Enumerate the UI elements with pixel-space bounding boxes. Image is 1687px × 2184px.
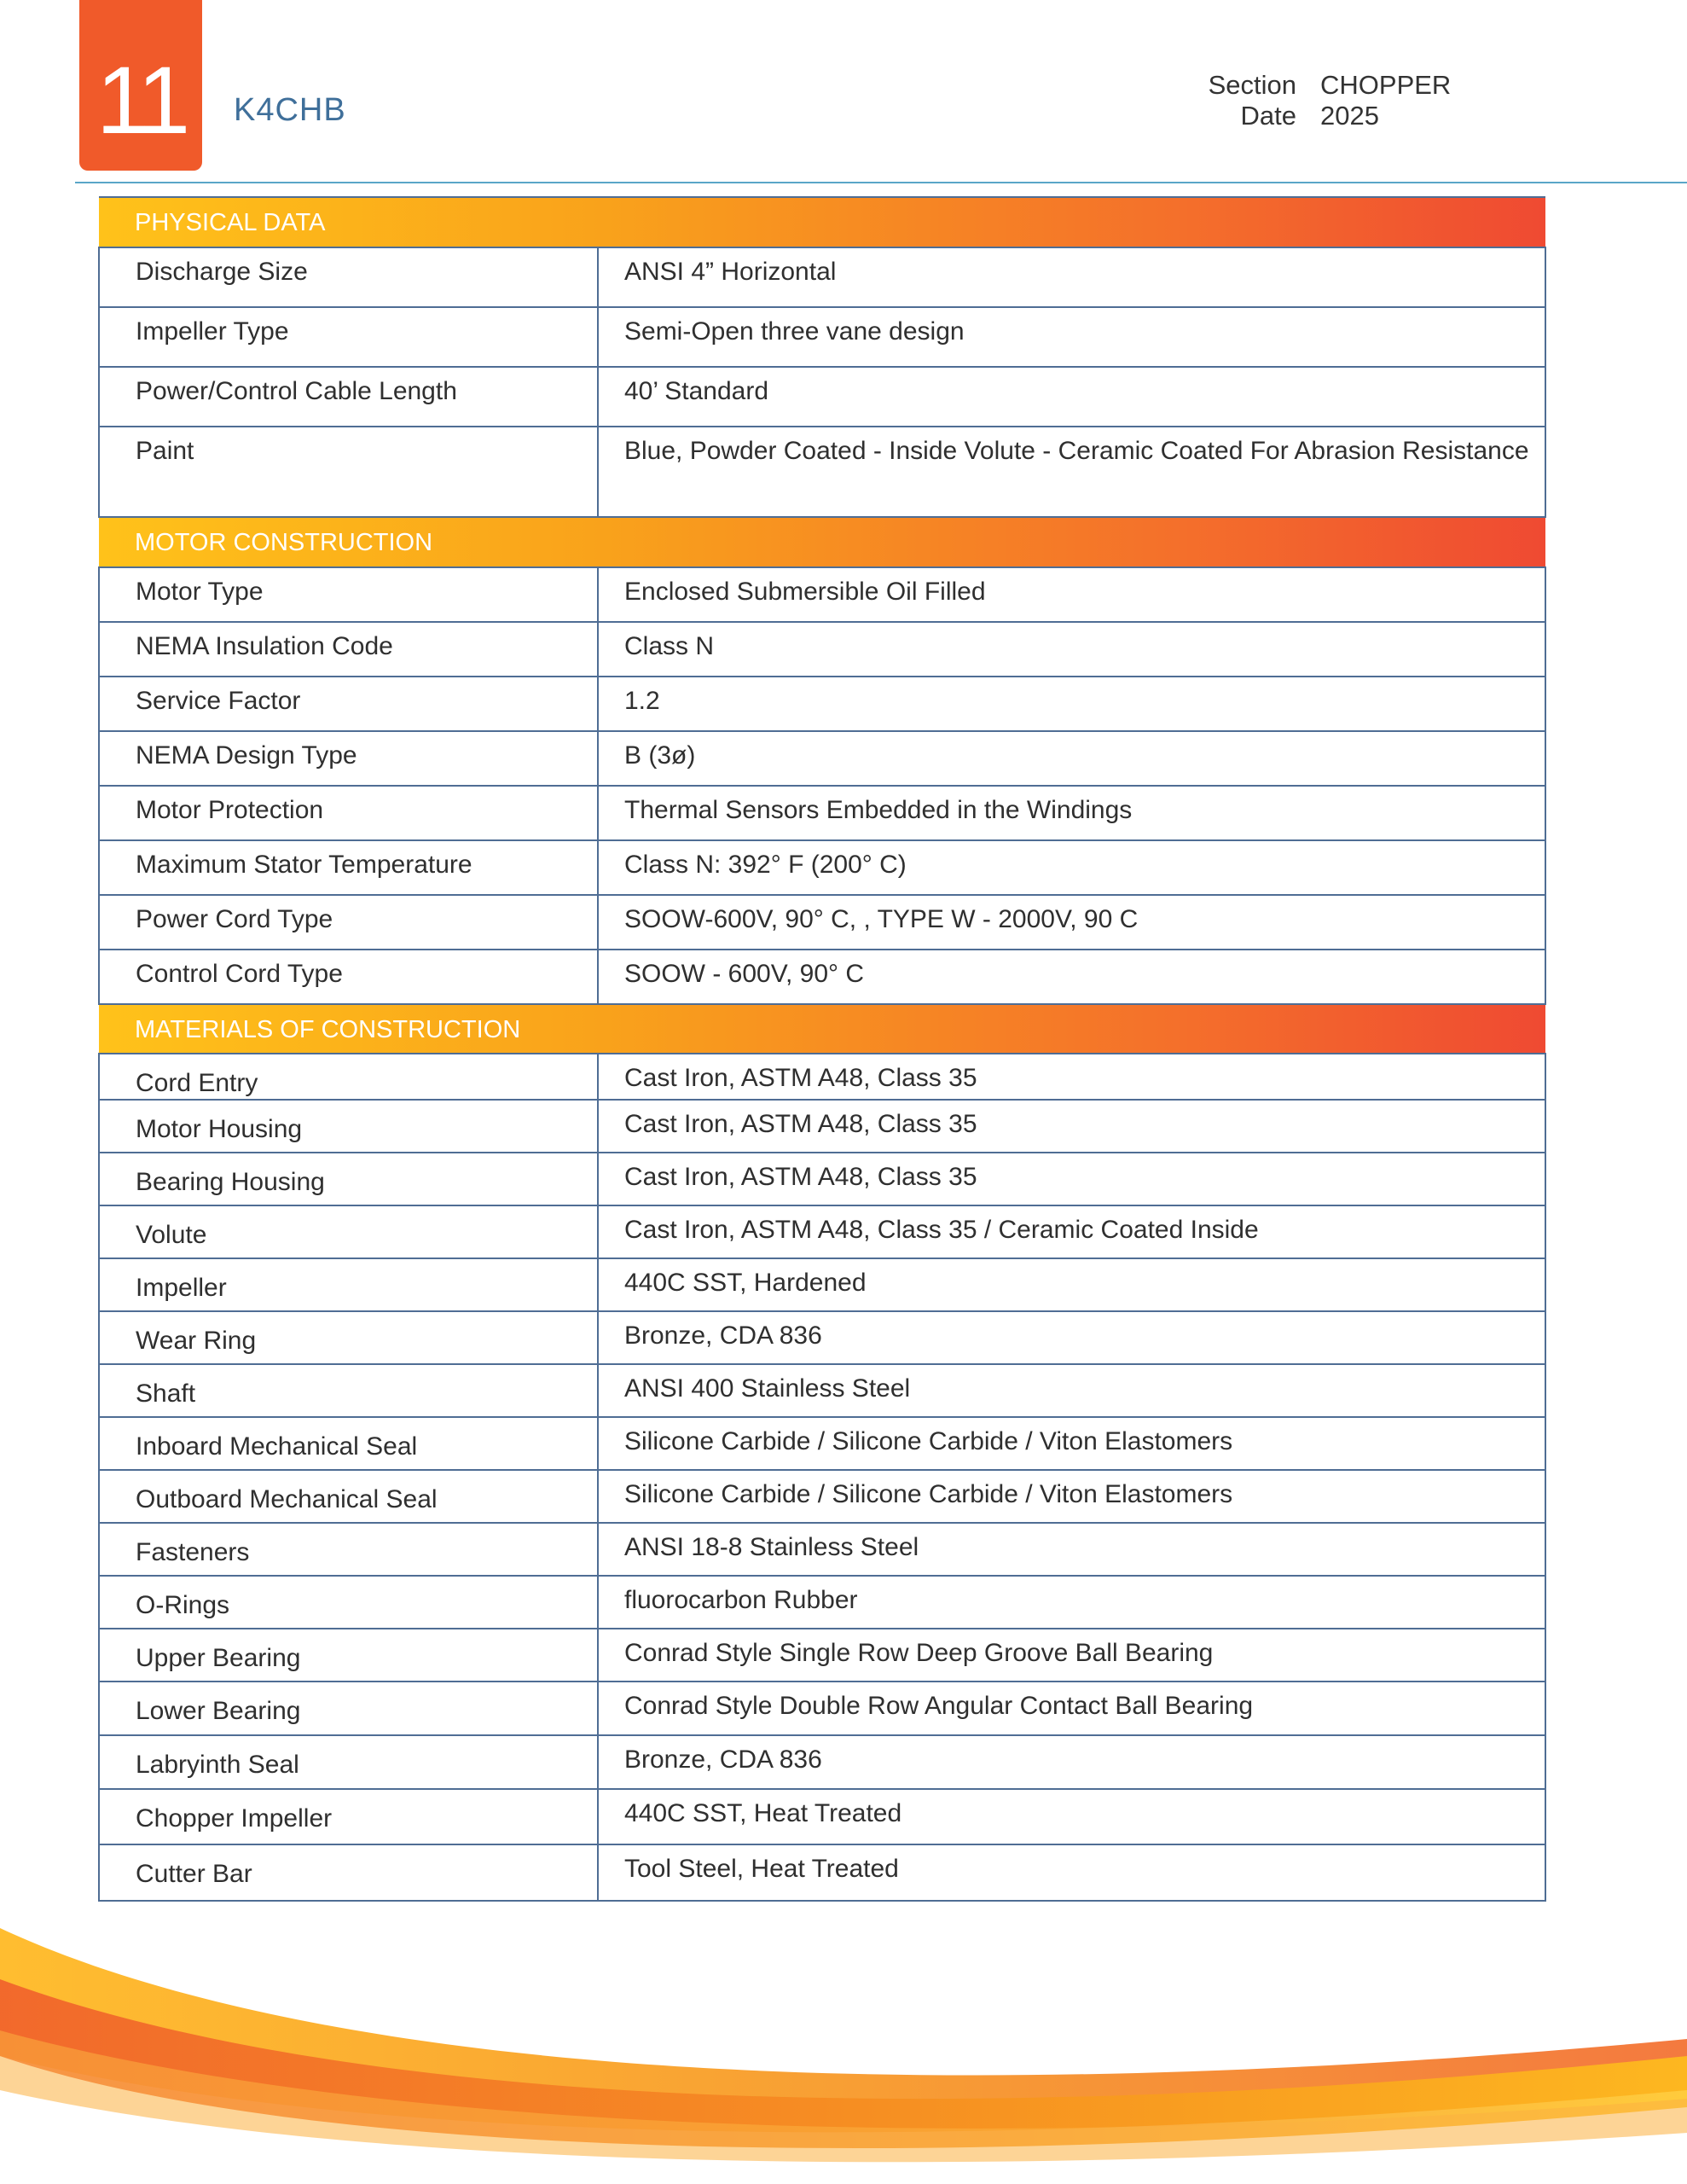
spec-label: Chopper Impeller xyxy=(99,1789,598,1844)
spec-row xyxy=(99,567,1545,622)
spec-value: Cast Iron, ASTM A48, Class 35 xyxy=(598,1153,1545,1205)
spec-row xyxy=(99,950,1545,1004)
header-divider xyxy=(75,182,1687,183)
date-label: Date xyxy=(1240,101,1296,131)
spec-row xyxy=(99,1054,1545,1100)
spec-row xyxy=(99,677,1545,731)
spec-row xyxy=(99,1364,1545,1417)
spec-label: Power/Control Cable Length xyxy=(99,367,598,427)
date-value: 2025 xyxy=(1320,101,1379,131)
spec-value: Blue, Powder Coated - Inside Volute - Ceramic Coated For Abrasion Resistance xyxy=(598,427,1545,517)
spec-row xyxy=(99,1844,1545,1901)
section-title: PHYSICAL DATA xyxy=(99,197,1545,247)
spec-value: Cast Iron, ASTM A48, Class 35 / Ceramic Coated Inside xyxy=(598,1205,1545,1258)
spec-row xyxy=(99,1417,1545,1470)
spec-value: Tool Steel, Heat Treated xyxy=(598,1844,1545,1901)
spec-value: Silicone Carbide / Silicone Carbide / Viton Elastomers xyxy=(598,1417,1545,1470)
spec-label: Impeller xyxy=(99,1258,598,1311)
spec-label: Inboard Mechanical Seal xyxy=(99,1417,598,1470)
spec-label: Upper Bearing xyxy=(99,1629,598,1682)
spec-table xyxy=(98,196,1546,1902)
spec-row xyxy=(99,367,1545,427)
section-label: Section xyxy=(1208,70,1296,100)
spec-row xyxy=(99,622,1545,677)
spec-label: Labryinth Seal xyxy=(99,1735,598,1789)
spec-value: fluorocarbon Rubber xyxy=(598,1576,1545,1629)
section-header-physical xyxy=(99,197,1545,247)
spec-value: Thermal Sensors Embedded in the Windings xyxy=(598,786,1545,840)
page-number: 11 xyxy=(96,46,186,154)
spec-value: Class N xyxy=(598,622,1545,677)
spec-row xyxy=(99,427,1545,517)
spec-label: Paint xyxy=(99,427,598,517)
spec-label: Wear Ring xyxy=(99,1311,598,1364)
spec-row xyxy=(99,731,1545,786)
spec-row xyxy=(99,1311,1545,1364)
section-title: MOTOR CONSTRUCTION xyxy=(99,517,1545,567)
document-meta xyxy=(1194,70,1451,131)
spec-label: Impeller Type xyxy=(99,307,598,367)
spec-label: Volute xyxy=(99,1205,598,1258)
spec-label: Motor Protection xyxy=(99,786,598,840)
spec-label: Outboard Mechanical Seal xyxy=(99,1470,598,1523)
spec-value: Enclosed Submersible Oil Filled xyxy=(598,567,1545,622)
spec-value: SOOW-600V, 90° C, , TYPE W - 2000V, 90 C xyxy=(598,895,1545,950)
spec-label: Cord Entry xyxy=(99,1054,598,1100)
spec-label: Service Factor xyxy=(99,677,598,731)
section-header-materials xyxy=(99,1004,1545,1054)
spec-value: Conrad Style Single Row Deep Groove Ball Bearing xyxy=(598,1629,1545,1682)
model-code: K4CHB xyxy=(234,92,346,128)
spec-label: NEMA Design Type xyxy=(99,731,598,786)
spec-label: Motor Type xyxy=(99,567,598,622)
spec-row xyxy=(99,1258,1545,1311)
spec-value: 1.2 xyxy=(598,677,1545,731)
spec-row xyxy=(99,1205,1545,1258)
spec-value: 440C SST, Heat Treated xyxy=(598,1789,1545,1844)
spec-label: Control Cord Type xyxy=(99,950,598,1004)
spec-value: Cast Iron, ASTM A48, Class 35 xyxy=(598,1054,1545,1100)
spec-row xyxy=(99,1153,1545,1205)
spec-value: ANSI 18-8 Stainless Steel xyxy=(598,1523,1545,1576)
spec-label: Discharge Size xyxy=(99,247,598,307)
spec-label: Cutter Bar xyxy=(99,1844,598,1901)
spec-value: Conrad Style Double Row Angular Contact Ball Bearing xyxy=(598,1682,1545,1735)
spec-value: B (3ø) xyxy=(598,731,1545,786)
section-value: CHOPPER xyxy=(1320,70,1452,100)
decorative-wave xyxy=(0,1928,1687,2184)
spec-row xyxy=(99,247,1545,307)
date-row xyxy=(1194,101,1451,131)
section-title: MATERIALS OF CONSTRUCTION xyxy=(99,1004,1545,1054)
spec-value: Cast Iron, ASTM A48, Class 35 xyxy=(598,1100,1545,1153)
spec-label: Lower Bearing xyxy=(99,1682,598,1735)
spec-value: Semi-Open three vane design xyxy=(598,307,1545,367)
spec-label: Bearing Housing xyxy=(99,1153,598,1205)
spec-row xyxy=(99,1629,1545,1682)
spec-row xyxy=(99,840,1545,895)
spec-row xyxy=(99,786,1545,840)
spec-row xyxy=(99,1523,1545,1576)
spec-row xyxy=(99,1735,1545,1789)
spec-row xyxy=(99,307,1545,367)
spec-label: O-Rings xyxy=(99,1576,598,1629)
spec-row xyxy=(99,1100,1545,1153)
section-header-motor xyxy=(99,517,1545,567)
spec-value: 440C SST, Hardened xyxy=(598,1258,1545,1311)
spec-row xyxy=(99,895,1545,950)
spec-value: SOOW - 600V, 90° C xyxy=(598,950,1545,1004)
spec-row xyxy=(99,1470,1545,1523)
spec-value: Bronze, CDA 836 xyxy=(598,1735,1545,1789)
spec-value: 40’ Standard xyxy=(598,367,1545,427)
spec-label: Power Cord Type xyxy=(99,895,598,950)
spec-row xyxy=(99,1682,1545,1735)
spec-value: Class N: 392° F (200° C) xyxy=(598,840,1545,895)
section-row xyxy=(1194,70,1451,101)
spec-label: Motor Housing xyxy=(99,1100,598,1153)
spec-row xyxy=(99,1576,1545,1629)
spec-value: ANSI 400 Stainless Steel xyxy=(598,1364,1545,1417)
spec-value: ANSI 4” Horizontal xyxy=(598,247,1545,307)
spec-row xyxy=(99,1789,1545,1844)
spec-label: Fasteners xyxy=(99,1523,598,1576)
spec-label: Maximum Stator Temperature xyxy=(99,840,598,895)
page-number-tab xyxy=(79,0,202,171)
spec-value: Silicone Carbide / Silicone Carbide / Viton Elastomers xyxy=(598,1470,1545,1523)
spec-value: Bronze, CDA 836 xyxy=(598,1311,1545,1364)
spec-label: NEMA Insulation Code xyxy=(99,622,598,677)
spec-label: Shaft xyxy=(99,1364,598,1417)
